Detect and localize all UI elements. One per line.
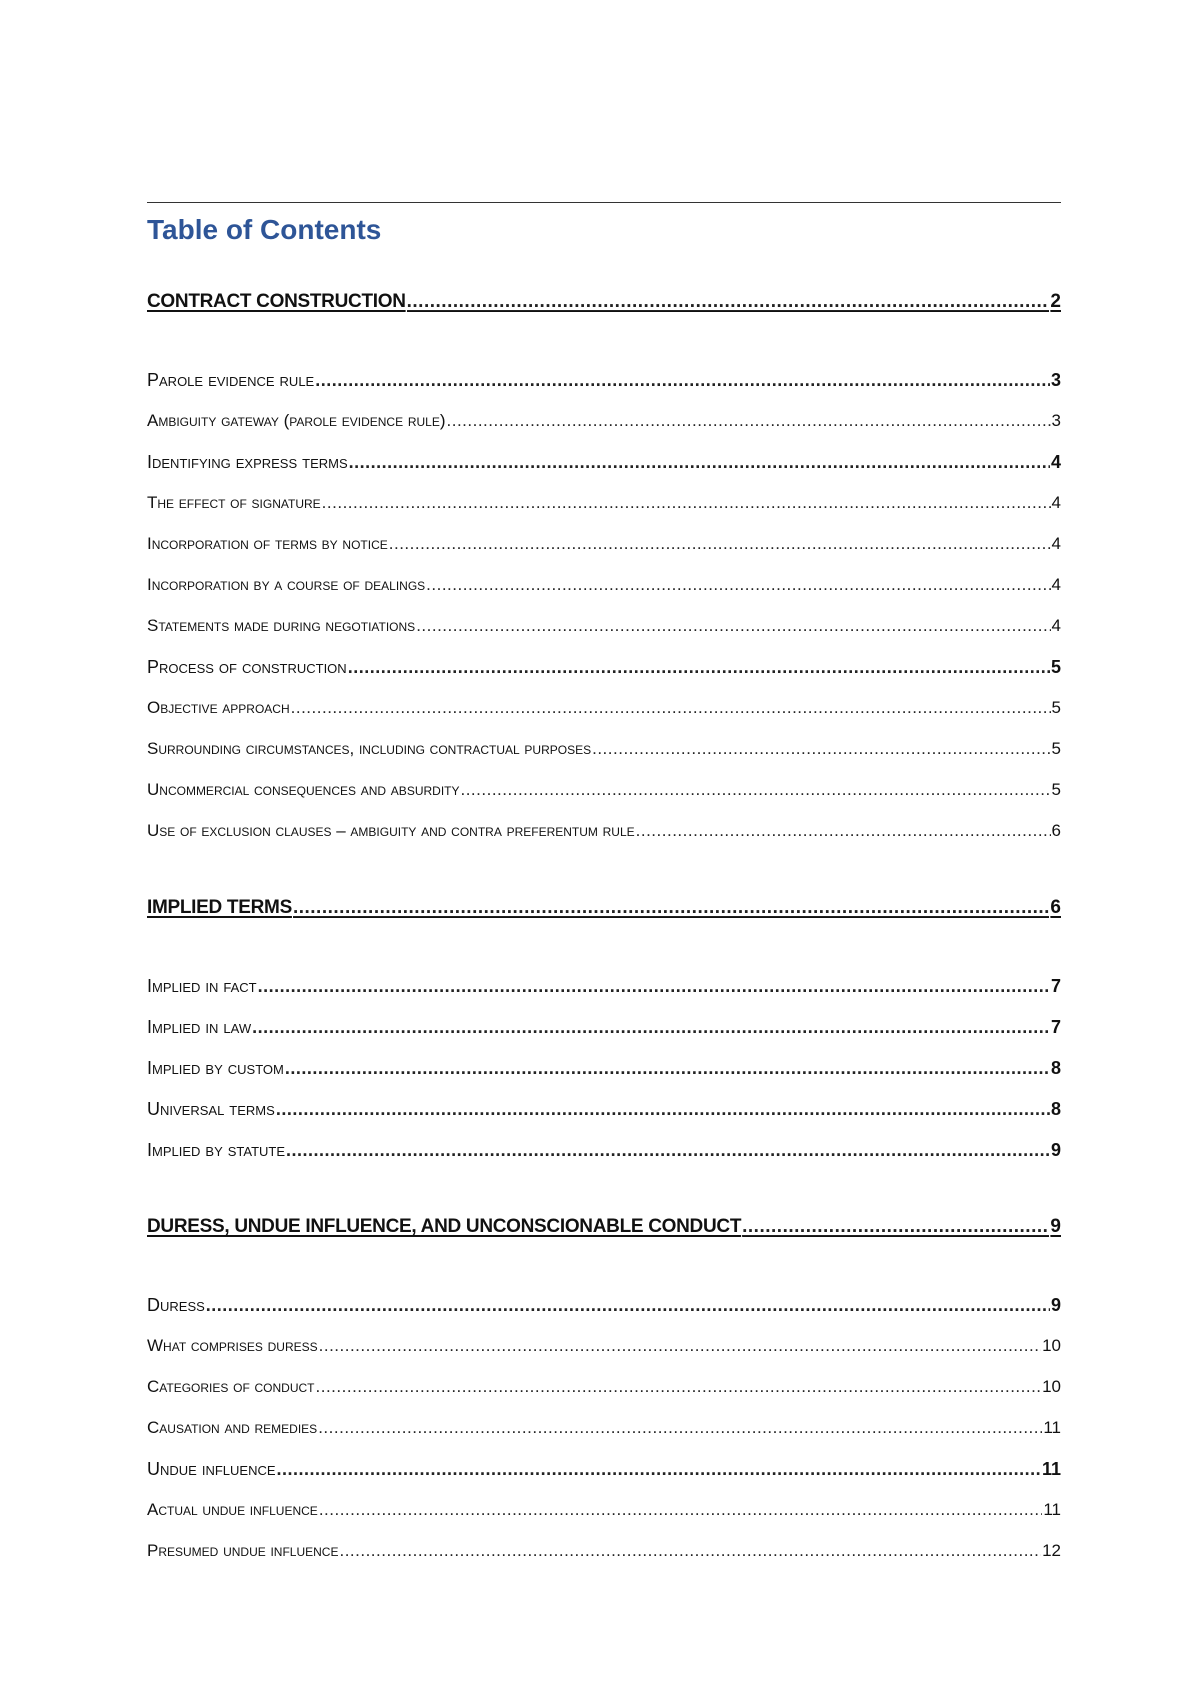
toc-subsection-entry[interactable] [147,1374,1061,1400]
toc-heading-entry[interactable] [147,1213,1061,1241]
toc-entry-title: Surrounding circumstances, including contractual purposes [147,739,592,758]
toc-subsection-entry[interactable] [147,531,1061,557]
toc-page-number: 11 [1043,1418,1061,1437]
toc-entry-title: Presumed undue influence [147,1541,339,1560]
toc-page-number: 4 [1051,575,1061,594]
toc-entry-title: Undue influence [147,1459,276,1479]
toc-dot-leader [318,1415,1042,1441]
toc-page-number: 11 [1043,1500,1061,1519]
toc-page-number: 6 [1051,821,1061,840]
toc-entry-title: Parole evidence rule [147,370,315,390]
toc-entry-title: Actual undue influence [147,1500,318,1519]
toc-entry-title: Incorporation of terms by notice [147,534,388,553]
toc-entry-title: Incorporation by a course of dealings [147,575,426,594]
toc-subsection-entry[interactable] [147,777,1061,803]
toc-page-number: 5 [1050,657,1061,677]
toc-section-entry[interactable] [147,1137,1061,1163]
toc-dot-leader [258,973,1050,999]
toc-entry-title: Process of construction [147,657,347,677]
toc-page-number: 5 [1051,780,1061,799]
toc-dot-leader [293,894,1049,922]
toc-entry-title: DURESS, UNDUE INFLUENCE, AND UNCONSCIONABLE CONDUCT [147,1216,742,1237]
toc-section-entry[interactable] [147,1292,1061,1318]
toc-subsection-entry[interactable] [147,490,1061,516]
toc-dot-leader [636,818,1051,844]
toc-page-number: 10 [1042,1336,1061,1355]
toc-entry-title: Uncommercial consequences and absurdity [147,780,460,799]
toc-page-number: 4 [1051,493,1061,512]
toc-page-number: 4 [1050,452,1061,472]
toc-entry-title: CONTRACT CONSTRUCTION [147,291,406,312]
toc-dot-leader [206,1292,1050,1318]
toc-page-number: 9 [1050,1140,1061,1160]
toc-dot-leader [348,654,1050,680]
toc-subsection-entry[interactable] [147,613,1061,639]
toc-section-entry[interactable] [147,973,1061,999]
toc-title: Table of Contents [147,214,382,245]
toc-subsection-entry[interactable] [147,695,1061,721]
toc-page-number: 8 [1050,1058,1061,1078]
toc-subsection-entry[interactable] [147,818,1061,844]
toc-section-entry[interactable] [147,449,1061,475]
toc-entry-title: Ambiguity gateway (parole evidence rule) [147,411,446,430]
toc-subsection-entry[interactable] [147,736,1061,762]
toc-page-number: 9 [1050,1295,1061,1315]
toc-subsection-entry[interactable] [147,1333,1061,1359]
toc-page-number: 2 [1050,291,1061,312]
toc-page-number: 10 [1042,1377,1061,1396]
toc-entry-title: Implied by statute [147,1140,286,1160]
toc-entry-title: Identifying express terms [147,452,348,472]
toc-entry-title: Objective approach [147,698,290,717]
toc-dot-leader [460,777,1050,803]
toc-entry-title: Implied in law [147,1017,252,1037]
toc-dot-leader [349,449,1050,475]
toc-page-number: 7 [1050,976,1061,996]
toc-dot-leader [319,1333,1041,1359]
toc-dot-leader [447,408,1051,434]
toc-page-number: 8 [1050,1099,1061,1119]
toc-entry-title: What comprises duress [147,1336,318,1355]
toc-dot-leader [592,736,1050,762]
toc-page-number: 11 [1041,1459,1061,1479]
toc-entry-title: IMPLIED TERMS [147,897,292,918]
toc-entry-title: Duress [147,1295,205,1315]
toc-page-number: 4 [1051,534,1061,553]
toc-heading-entry[interactable] [147,894,1061,922]
toc-entry-title: Causation and remedies [147,1418,318,1437]
toc-dot-leader [285,1055,1050,1081]
toc-section-entry[interactable] [147,654,1061,680]
toc-page-number: 12 [1042,1541,1061,1560]
toc-section-entry[interactable] [147,1014,1061,1040]
toc-page-number: 3 [1050,370,1061,390]
toc-entry-title: Implied by custom [147,1058,284,1078]
toc-page-number: 5 [1051,698,1061,717]
toc-dot-leader [286,1137,1050,1163]
toc-dot-leader [277,1456,1041,1482]
toc-dot-leader [252,1014,1050,1040]
toc-dot-leader [416,613,1050,639]
toc-dot-leader [322,490,1051,516]
toc-dot-leader [315,367,1050,393]
toc-section-entry[interactable] [147,1456,1061,1482]
toc-dot-leader [316,1374,1042,1400]
toc-section-entry[interactable] [147,1055,1061,1081]
toc-dot-leader [426,572,1050,598]
toc-section-entry[interactable] [147,1096,1061,1122]
toc-subsection-entry[interactable] [147,572,1061,598]
toc-page-number: 9 [1050,1216,1061,1237]
toc-page-number: 7 [1050,1017,1061,1037]
toc-entry-title: The effect of signature [147,493,321,512]
toc-page-number: 6 [1050,897,1061,918]
toc-dot-leader [742,1213,1049,1241]
toc-page-number: 3 [1051,411,1061,430]
toc-section-entry[interactable] [147,367,1061,393]
toc-heading-entry[interactable] [147,288,1061,316]
document-page [147,0,1061,1696]
toc-dot-leader [339,1538,1041,1564]
toc-entry-title: Categories of conduct [147,1377,315,1396]
toc-dot-leader [389,531,1051,557]
toc-subsection-entry[interactable] [147,1538,1061,1564]
toc-entry-title: Statements made during negotiations [147,616,416,635]
toc-subsection-entry[interactable] [147,1415,1061,1441]
toc-entry-title: Use of exclusion clauses – ambiguity and contra preferentum rule [147,821,635,840]
toc-dot-leader [276,1096,1050,1122]
toc-page-number: 4 [1051,616,1061,635]
toc-list [147,0,1061,1696]
toc-dot-leader [319,1497,1043,1523]
toc-entry-title: Implied in fact [147,976,257,996]
toc-subsection-entry[interactable] [147,1497,1061,1523]
toc-dot-leader [291,695,1051,721]
toc-page-number: 5 [1051,739,1061,758]
toc-entry-title: Universal terms [147,1099,275,1119]
toc-dot-leader [407,288,1050,316]
toc-subsection-entry[interactable] [147,408,1061,434]
